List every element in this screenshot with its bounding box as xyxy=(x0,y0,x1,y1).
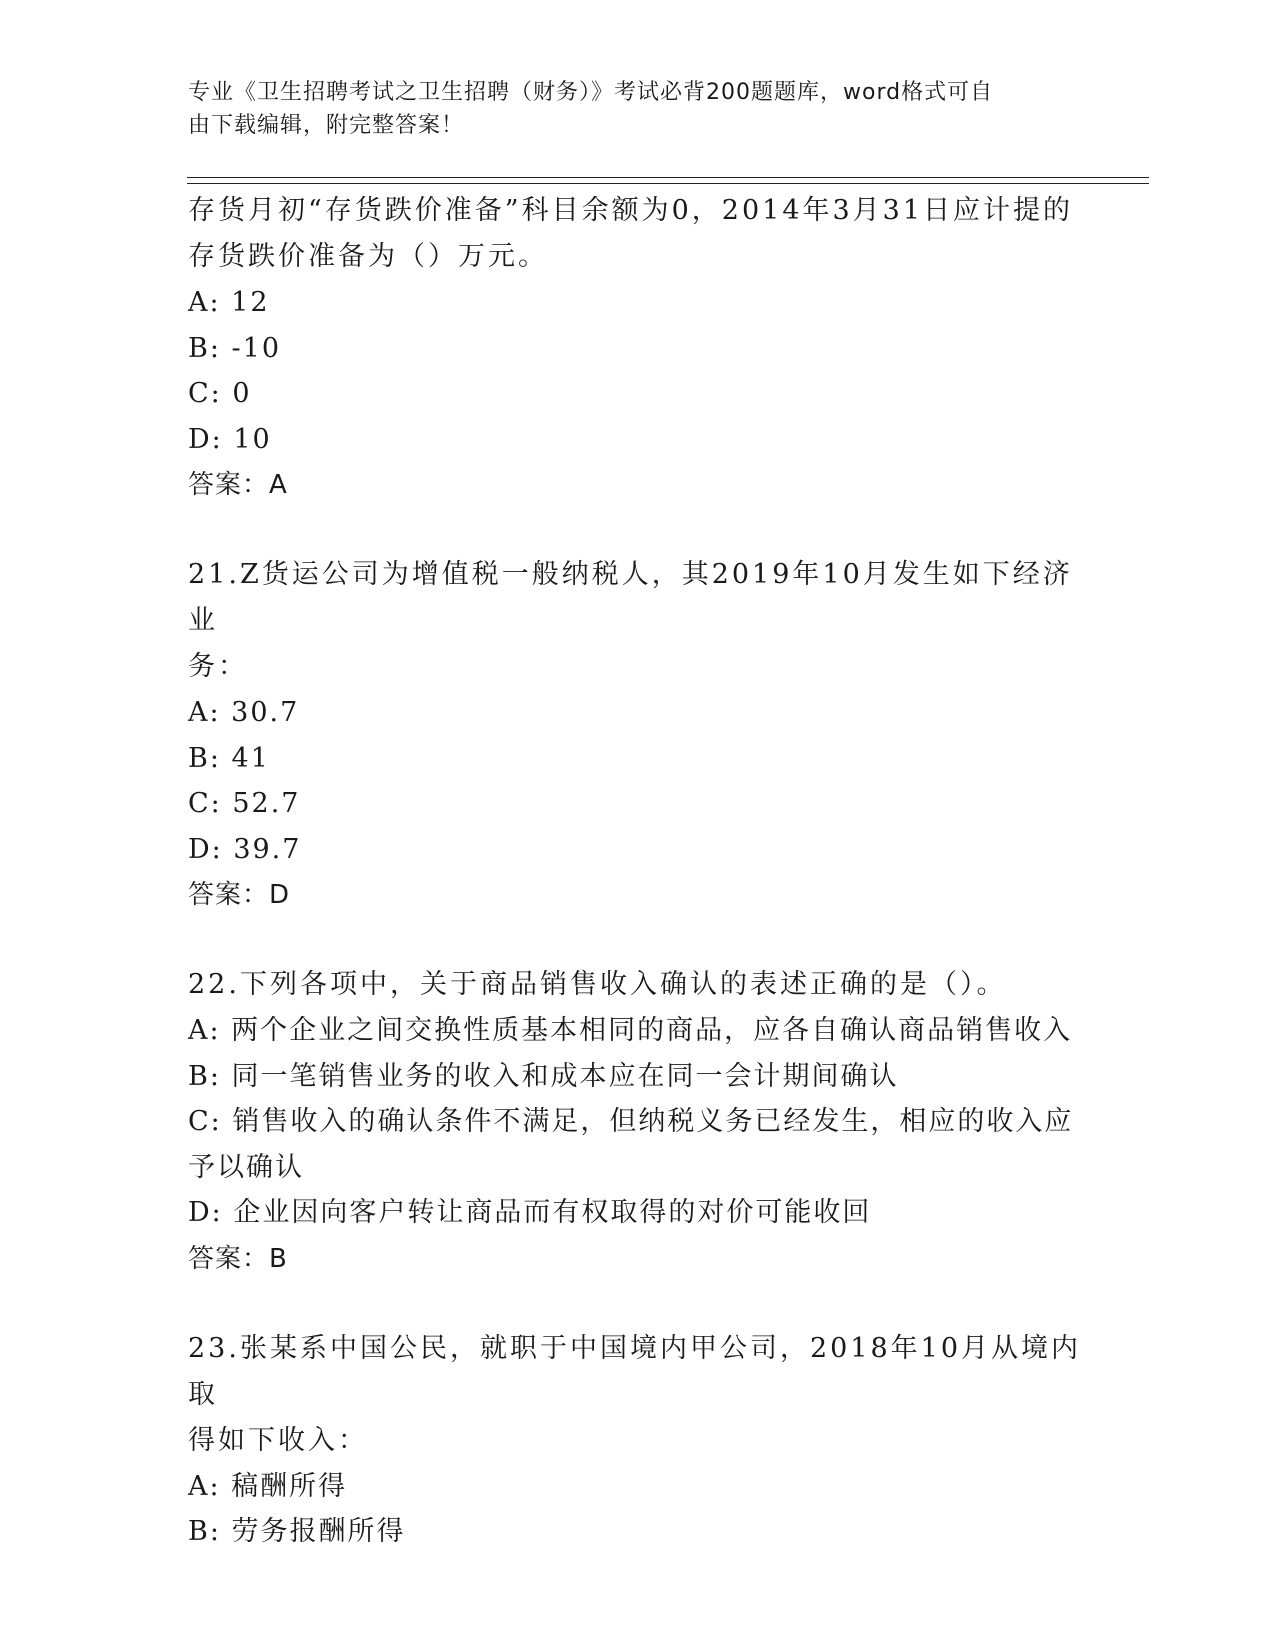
option-a: A: 两个企业之间交换性质基本相同的商品，应各自确认商品销售收入 xyxy=(188,1015,1073,1046)
option-a: A: 12 xyxy=(188,287,270,318)
question-stem-line: 存货跌价准备为（）万元。 xyxy=(188,241,548,272)
question-stem-line: 存货月初“存货跌价准备”科目余额为0，2014年3月31日应计提的 xyxy=(188,195,1074,226)
question-block xyxy=(188,552,1088,918)
option-b: B: 同一笔销售业务的收入和成本应在同一会计期间确认 xyxy=(188,1060,899,1092)
option-c: C: 0 xyxy=(188,378,252,409)
option-b: B: 劳务报酬所得 xyxy=(188,1516,406,1547)
option-c: C: 52.7 xyxy=(188,788,301,819)
question-list xyxy=(188,188,1088,1555)
header-divider-bottom xyxy=(187,183,1149,184)
question-block xyxy=(188,188,1088,508)
option-d: D: 企业因向客户转让商品而有权取得的对价可能收回 xyxy=(188,1197,872,1228)
question-block xyxy=(188,962,1088,1282)
question-spacer xyxy=(188,918,1088,962)
answer-line: 答案：D xyxy=(188,880,291,910)
option-b: B: -10 xyxy=(188,332,281,364)
option-b: B: 41 xyxy=(188,742,270,774)
question-stem-line: 23.张某系中国公民，就职于中国境内甲公司，2018年10月从境内取 xyxy=(188,1332,1082,1410)
option-d: D: 10 xyxy=(188,423,272,455)
answer-line: 答案：A xyxy=(188,470,288,500)
question-stem-line: 21.Z货运公司为增值税一般纳税人，其2019年10月发生如下经济业 xyxy=(188,559,1073,636)
header-divider-top xyxy=(187,177,1149,178)
question-stem-line: 得如下收入： xyxy=(188,1424,368,1456)
option-d: D: 39.7 xyxy=(188,833,302,865)
answer-line: 答案：B xyxy=(188,1243,288,1274)
option-a: A: 稿酬所得 xyxy=(188,1470,348,1502)
question-block xyxy=(188,1326,1088,1555)
question-spacer xyxy=(188,1282,1088,1326)
document-header xyxy=(188,76,1068,142)
option-c: C: 销售收入的确认条件不满足，但纳税义务已经发生，相应的收入应 予以确认 xyxy=(188,1106,1074,1183)
question-stem-line: 务： xyxy=(188,651,248,682)
header-title-line-2: 由下载编辑，附完整答案！ xyxy=(188,113,465,138)
header-title-line-1: 专业《卫生招聘考试之卫生招聘（财务）》考试必背200题题库，word格式可自 xyxy=(188,80,994,105)
option-a: A: 30.7 xyxy=(188,697,300,728)
question-stem-line: 22.下列各项中，关于商品销售收入确认的表述正确的是（）。 xyxy=(188,969,1007,1000)
question-spacer xyxy=(188,508,1088,552)
